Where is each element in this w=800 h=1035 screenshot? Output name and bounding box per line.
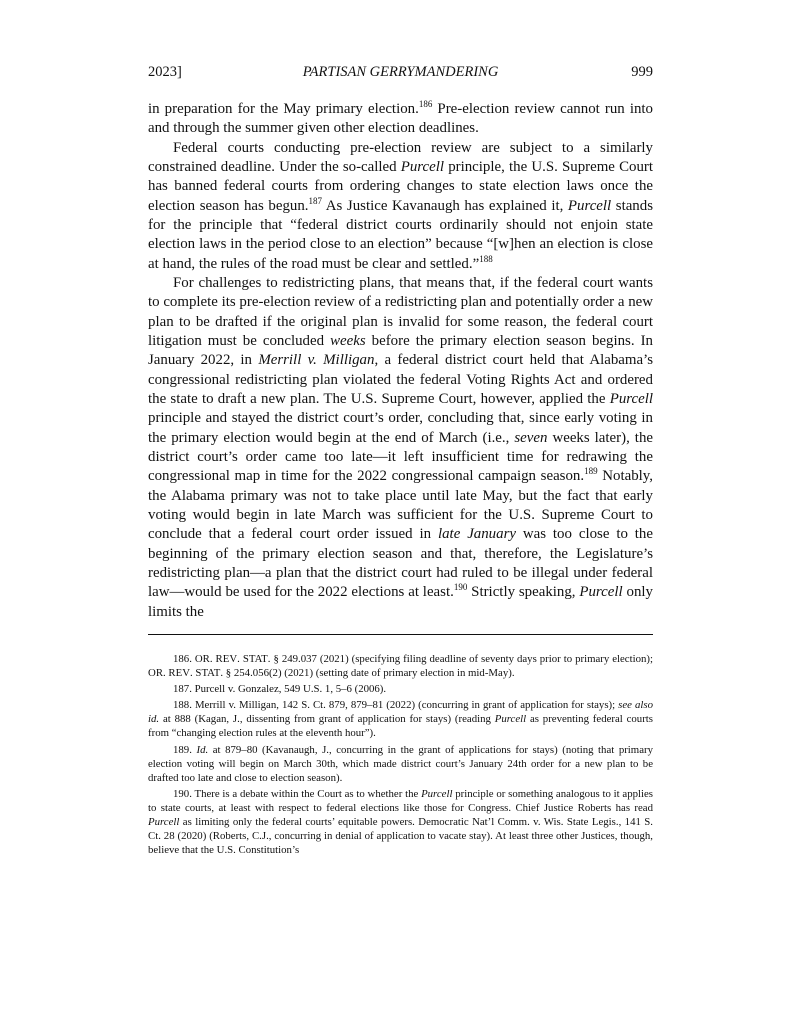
- footnote-ref-186[interactable]: 186: [418, 99, 433, 109]
- footnote-ref-188[interactable]: 188: [479, 253, 493, 264]
- header-title: PARTISAN GERRYMANDERING: [302, 64, 499, 80]
- footnote-187: 187. Purcell v. Gonzalez, 549 U.S. 1, 5–6 (2006).: [173, 683, 387, 696]
- header-year: 2023]: [148, 64, 182, 80]
- footnote-190: 190. There is a debate within the Court as to whether the Purcell principle or something analogous to it applies to state courts, at least with respect to federal elections like those for Congress. Chief Justice Roberts has read Purcell as limiting only the federal courts’ equitable powers. Democratic Nat’l Comm. v. Wis. State Legis., 141 S. Ct. 28 (2020) (Roberts, C.J., concurring in denial of application to vacate stay). At least three other Justices, though, believe that the U.S. Constitution’s: [148, 787, 653, 857]
- footnote-189: 189. Id. at 879–80 (Kavanaugh, J., concurring in the grant of applications for stays) (noting that primary election voting will begin on March 30th, which made district court’s January 24th order for a new plan to be drafted too late and close to election season).: [148, 743, 653, 784]
- running-header: [148, 62, 653, 82]
- body-text: [148, 100, 653, 622]
- page-number: 999: [631, 64, 653, 80]
- paragraph-3: For challenges to redistricting plans, that means that, if the federal court wants to complete its pre-election review of a redistricting plan and potentially order a new plan to be drafted if the original plan is invalid for some reason, the federal court litigation must be concluded weeks before the primary election season begins. In January 2022, in Merrill v. Milligan, a federal district court held that Alabama’s congressional redistricting plan violated the federal Voting Rights Act and ordered the state to draft a new plan. The U.S. Supreme Court, however, applied the Purcell principle and stayed the district court’s order, concluding that, since early voting in the primary election would begin at the end of March (i.e., seven weeks later), the district court’s order came too late—it left insufficient time for redrawing the congressional map in time for the 2022 congressional campaign season.$^{189}$ Notably, the Alabama primary was not to take place until late May, but the fact that early voting would begin in late March was sufficient for the U.S. Supreme Court to conclude that a federal court order issued in late January was too close to the beginning of the primary election season and that, therefore, the Legislature’s redistricting plan—a plan that the district court had ruled to be illegal under federal law—would be used for the 2022 elections at least.$^{190}$ Strictly speaking, Purcell only limits the: [148, 274, 653, 620]
- footnote-ref-189[interactable]: 189: [584, 466, 598, 477]
- footnote-separator: [148, 634, 653, 635]
- footnote-ref-190[interactable]: 190: [453, 582, 468, 593]
- footnote-186: 186. OR. REV. STAT. § 249.037 (2021) (specifying filing deadline of seventy days prior to primary election); OR. REV. STAT. § 254.056(2) (2021) (setting date of primary election in mid-May).: [148, 653, 653, 680]
- paragraph-1: in preparation for the May primary election.$^{186}$ Pre-election review cannot run into and through the summer given other election deadlines.: [148, 99, 653, 137]
- footnotes: [148, 652, 653, 859]
- footnote-188: 188. Merrill v. Milligan, 142 S. Ct. 879, 879–81 (2022) (concurring in grant of application for stays); see also id. at 888 (Kagan, J., dissenting from grant of application for stays) (reading Purcell as preventing federal courts from “changing election rules at the eleventh hour”).: [148, 699, 654, 740]
- footnote-ref-187[interactable]: 187: [308, 195, 323, 206]
- paragraph-2: Federal courts conducting pre-election review are subject to a similarly constrained deadline. Under the so-called Purcell principle, the U.S. Supreme Court has banned federal courts from ordering changes to state election laws once the election season has begun.$^{187}$ As Justice Kavanaugh has explained it, Purcell stands for the principle that “federal district courts ordinarily should not enjoin state election laws in the period close to an election” because “[w]hen an election is close at hand, the rules of the road must be clear and settled.”$^{188}$: [148, 139, 653, 272]
